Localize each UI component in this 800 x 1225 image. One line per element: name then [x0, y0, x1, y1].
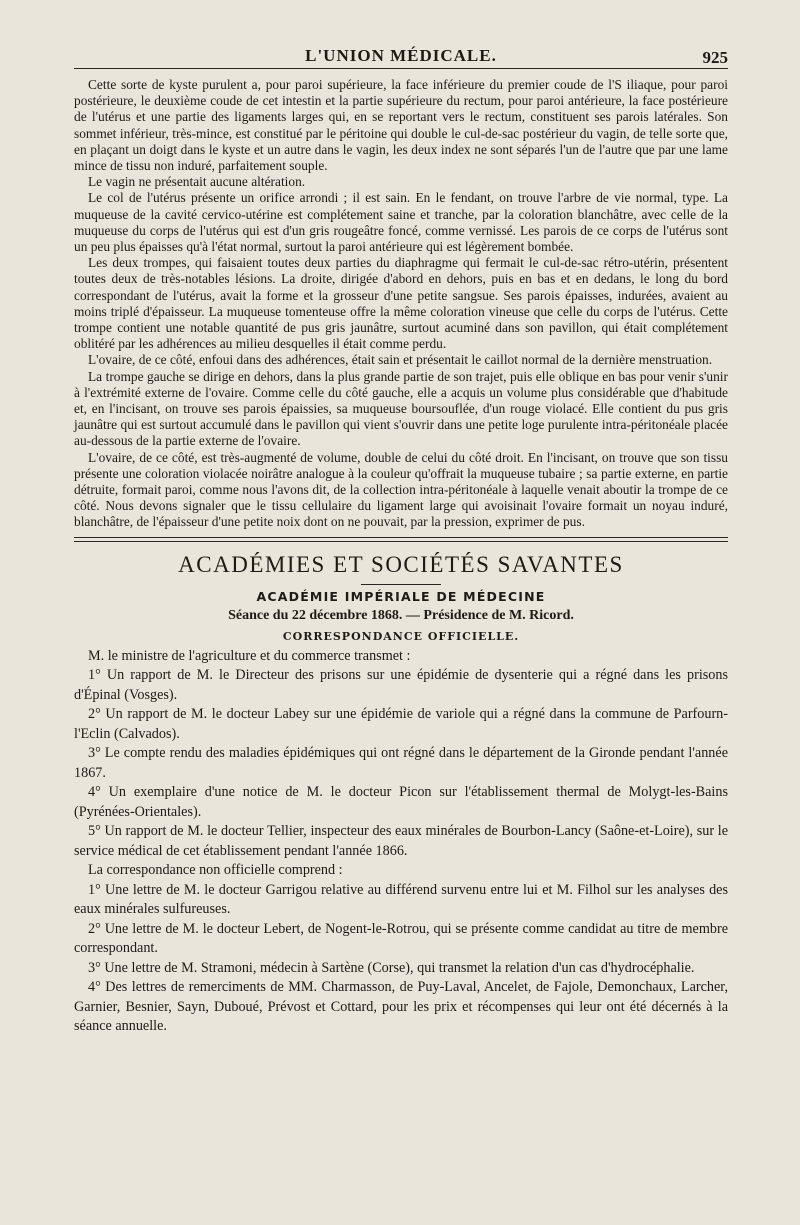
- paragraph: Les deux trompes, qui faisaient toutes deux parties du diaphragme qui fermait le cul-de-sac rétro-utérin, présentent toutes deux de très-notables lésions. La droite, dirigée d'abord en dehors, puis en bas et en dedans, le long du bord correspondant de l'utérus, avait la forme et la grosseur d'une petite sangsue. Ses parois épaisses, indurées, avaient au moins triplé d'épaisseur. La muqueuse tomenteuse offre la même coloration vineuse que celle du corps de l'utérus. Cette trompe contient une notable quantité de pus gris jaunâtre, surtout acuminé dans son pavillon, qui était complétement oblitéré par les adhérences au milieu desquelles il était comme perdu.: [74, 255, 728, 352]
- paragraph: M. le ministre de l'agriculture et du commerce transmet :: [88, 647, 411, 664]
- list-item: 3° Une lettre de M. Stramoni, médecin à Sartène (Corse), qui transmet la relation d'un cas d'hydrocéphalie.: [88, 959, 695, 976]
- paragraph: L'ovaire, de ce côté, enfoui dans des adhérences, était sain et présentait le caillot normal de la dernière menstruation.: [88, 352, 713, 368]
- seance-heading: Séance du 22 décembre 1868. — Présidence de M. Ricord.: [228, 607, 574, 623]
- correspondance-text: [74, 647, 728, 1037]
- list-item: 5° Un rapport de M. le docteur Tellier, inspecteur des eaux minérales de Bourbon-Lancy (Saône-et-Loire), sur le service médical de cet établissement pendant l'année 1866.: [74, 823, 728, 859]
- list-item: 4° Des lettres de remerciments de MM. Charmasson, de Puy-Laval, Ancelet, de Fajole, Demonchaux, Larcher, Garnier, Besnier, Sayn, Duboué, Prévost et Cottard, pour les prix et récompenses qui leur ont été décernés à la séance annuelle.: [74, 979, 728, 1035]
- paragraph: La trompe gauche se dirige en dehors, dans la plus grande partie de son trajet, puis elle oblique en bas pour venir s'unir à l'extrémité externe de l'ovaire. Comme celle du côté gauche, elle a acquis un volume plus considérable que d'habitude et, en l'incisant, on trouve ses parois épaissies, sa muqueuse boursouflée, d'un rouge violacé. Elle contient du pus gris jaunâtre qui est surtout accumulé dans le pavillon qui vient s'ouvrir dans une petite loge purulente intra-péritonéale placée au-dessous de la partie externe de l'ovaire.: [74, 368, 728, 449]
- journal-title: L'UNION MÉDICALE.: [305, 46, 497, 65]
- paragraph: Cette sorte de kyste purulent a, pour paroi supérieure, la face inférieure du premier coude de l'S iliaque, pour paroi postérieure, le deuxième coude de cet intestin et la partie supérieure du rectum, pour paroi antérieure, la face postérieure de l'utérus et une partie des ligaments larges qui, en se reportant vers le rectum, constituent ses parois latérales. Son sommet inférieur, très-mince, est constitué par le péritoine qui double le cul-de-sac postérieur du vagin, de telle sorte que, en plaçant un doigt dans le kyste et un autre dans le vagin, les deux index ne sont séparés l'un de l'autre que par une lame mince de tissu non induré, parfaitement souple.: [74, 77, 728, 174]
- list-item: 3° Le compte rendu des maladies épidémiques qui ont régné dans le département de la Gironde pendant l'année 1867.: [74, 745, 728, 781]
- paragraph: L'ovaire, de ce côté, est très-augmenté de volume, double de celui du côté droit. En l'incisant, on trouve que son tissu présente une coloration violacée noirâtre analogue à la couleur qu'offrait la muqueuse tubaire ; sa partie externe, en partie détruite, formait paroi, comme nous l'avons dit, de la collection intra-péritonéale à laquelle venait aboutir la trompe de ce côté. Nous devons signaler que le tissu cellulaire du ligament large qui avoisinait l'ovaire formait un noyau induré, blanchâtre, de l'épaisseur d'une petite noix dont on ne pouvait, par la pression, exprimer de pus.: [74, 449, 728, 530]
- list-item: 2° Une lettre de M. le docteur Lebert, de Nogent-le-Rotrou, qui se présente comme candidat au titre de membre correspondant.: [74, 920, 728, 957]
- page-number: 925: [702, 48, 728, 67]
- list-item: 1° Une lettre de M. le docteur Garrigou relative au différend survenu entre lui et M. Filhol sur les analyses des eaux minérales sulfureuses.: [74, 881, 728, 918]
- paragraph: La correspondance non officielle comprend :: [88, 862, 343, 879]
- paragraph: Le vagin ne présentait aucune altération.: [88, 174, 306, 190]
- case-report-text: [74, 77, 728, 531]
- header-rule: [74, 68, 728, 69]
- section-title: ACADÉMIES ET SOCIÉTÉS SAVANTES: [178, 551, 624, 577]
- running-head: [74, 40, 728, 68]
- section-divider: [74, 537, 728, 542]
- list-item: 4° Un exemplaire d'une notice de M. le docteur Picon sur l'établissement thermal de Molygt-les-Bains (Pyrénées-Orientales).: [74, 784, 728, 820]
- paragraph: Le col de l'utérus présente un orifice arrondi ; il est sain. En le fendant, on trouve l'arbre de vie normal, type. La muqueuse de la cavité cervico-utérine est complétement saine et tranche, par la coloration blanchâtre, avec celle de la muqueuse du corps de l'utérus qui est d'un gris rougeâtre foncé, comme vernissé. Les parois de ce corps de l'utérus sont un peu plus épaisses qu'à l'état normal, surtout la paroi antérieure qui est légèrement bombée.: [74, 190, 728, 255]
- list-item: 1° Un rapport de M. le Directeur des prisons sur une épidémie de dysenterie qui a régné dans les prisons d'Épinal (Vosges).: [74, 667, 728, 703]
- list-item: 2° Un rapport de M. le docteur Labey sur une épidémie de variole qui a régné dans la commune de Parfourn-l'Eclin (Calvados).: [74, 706, 728, 742]
- subheading: CORRESPONDANCE OFFICIELLE.: [282, 629, 520, 643]
- academy-heading: ACADÉMIE IMPÉRIALE DE MÉDECINE: [256, 588, 546, 604]
- section-title-rule: [361, 584, 441, 585]
